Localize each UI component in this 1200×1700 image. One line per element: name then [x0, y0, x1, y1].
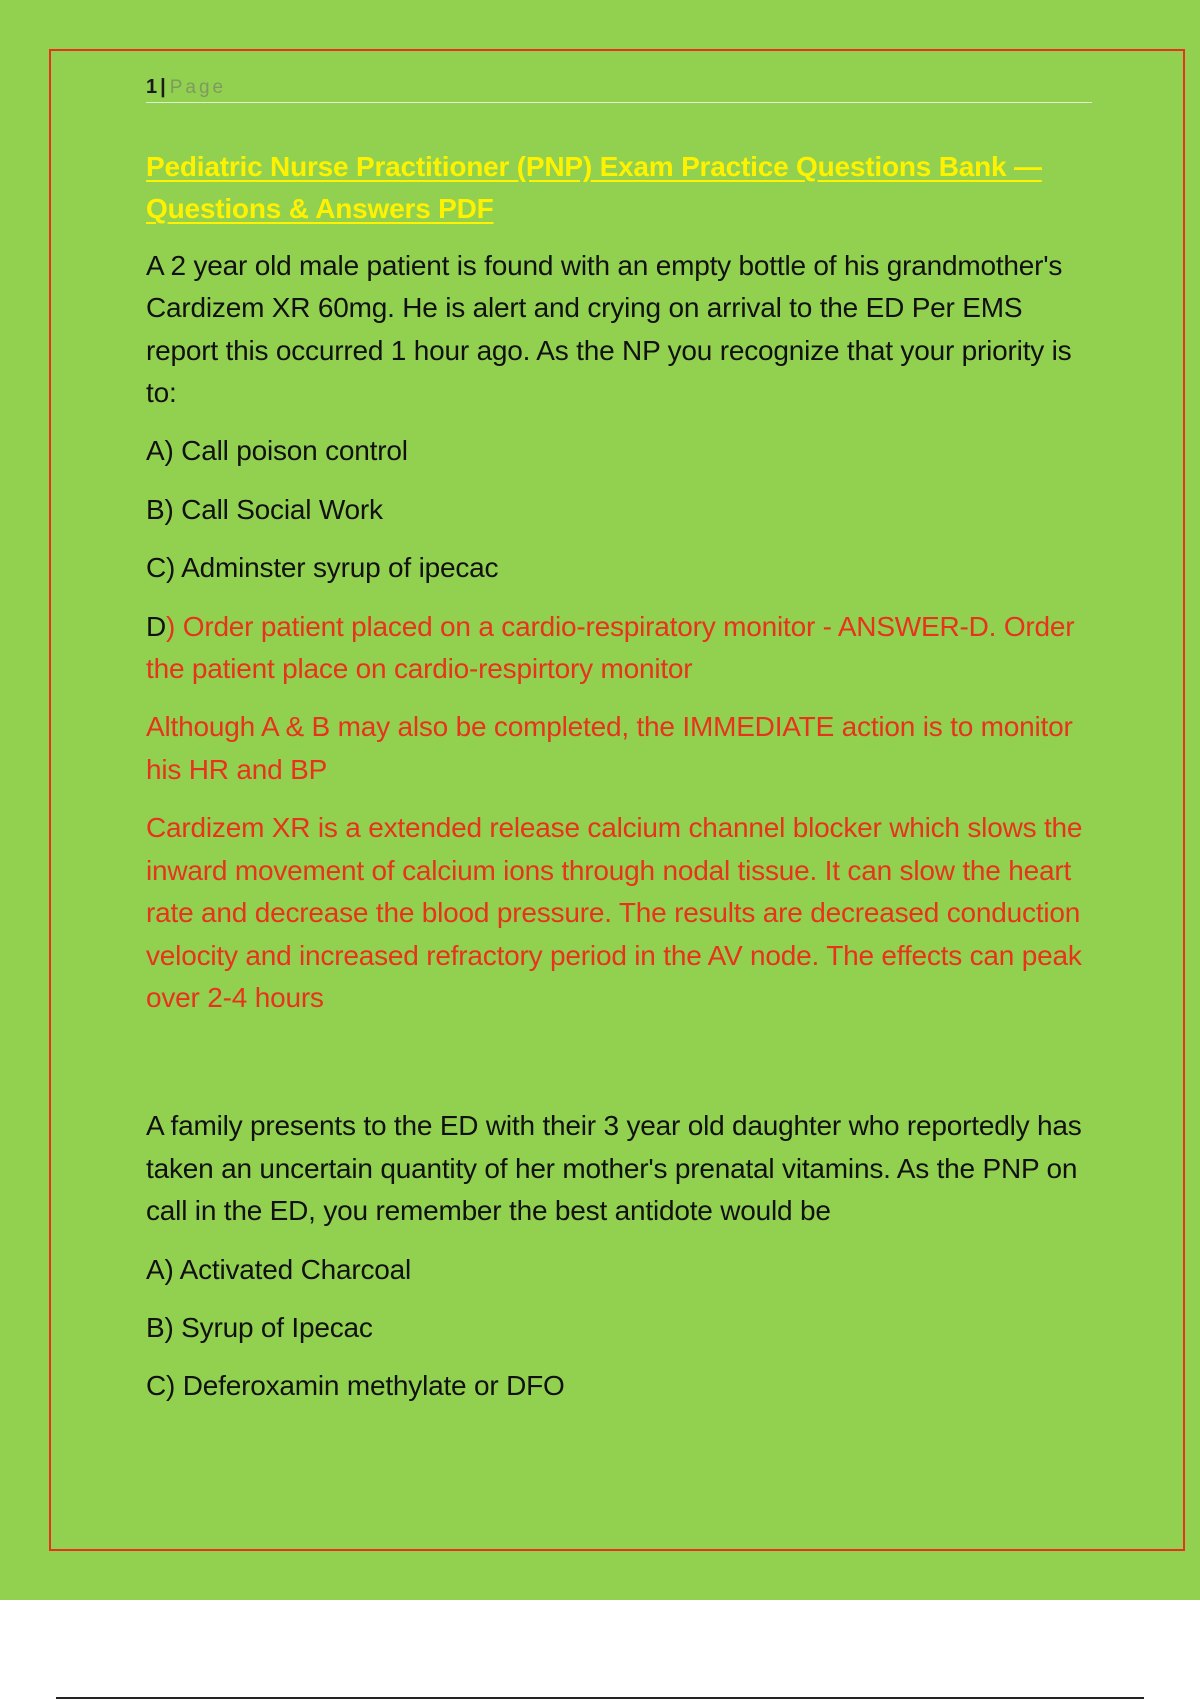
question-2-option-a: A) Activated Charcoal	[146, 1253, 412, 1285]
document-title-line2: Questions & Answers PDF	[146, 193, 494, 225]
question-1-option-d	[146, 606, 1086, 691]
question-2-option-c: C) Deferoxamin methylate or DFO	[146, 1370, 565, 1402]
question-2-option-b: B) Syrup of Ipecac	[146, 1311, 373, 1343]
question-1-explanation-2: Cardizem XR is a extended release calcium channel blocker which slows the inward movement of calcium ions through nodal tissue. It can slow the heart rate and decrease the blood pressure. The results are decreased conduction velocity and increased refractory period in the AV node. The effects can peak over 2-4 hours	[146, 812, 1083, 1013]
question-1-option-b: B) Call Social Work	[146, 493, 383, 525]
question-1-answer: ) Order patient placed on a cardio-respiratory monitor - ANSWER-D. Order the patient place on cardio-respirtory monitor	[146, 610, 1075, 685]
question-1-option-c: C) Adminster syrup of ipecac	[146, 552, 499, 584]
question-1-explanation-1: Although A & B may also be completed, the IMMEDIATE action is to monitor his HR and BP	[146, 711, 1073, 785]
page-header	[146, 72, 1092, 103]
section-spacer	[146, 1035, 1086, 1105]
document-title	[146, 146, 1086, 231]
question-2-stem: A family presents to the ED with their 3 year old daughter who reportedly has taken an uncertain quantity of her mother's prenatal vitamins. As the PNP on call in the ED, you remember the best antidote would be	[146, 1110, 1082, 1227]
question-1-stem: A 2 year old male patient is found with an empty bottle of his grandmother's Cardizem XR 60mg. He is alert and crying on arrival to the ED Per EMS report this occurred 1 hour ago. As the NP you recognize that your priority is to:	[146, 249, 1072, 409]
question-1-option-a: A) Call poison control	[146, 435, 408, 467]
document-body	[146, 146, 1086, 1424]
footer-divider	[56, 1697, 1144, 1699]
document-title-line1: Pediatric Nurse Practitioner (PNP) Exam Practice Questions Bank —	[146, 151, 1042, 182]
page-word: Page	[169, 77, 227, 98]
page-separator: |	[160, 76, 166, 98]
page-number: 1	[146, 76, 158, 98]
question-1-option-d-letter: D	[146, 610, 167, 642]
